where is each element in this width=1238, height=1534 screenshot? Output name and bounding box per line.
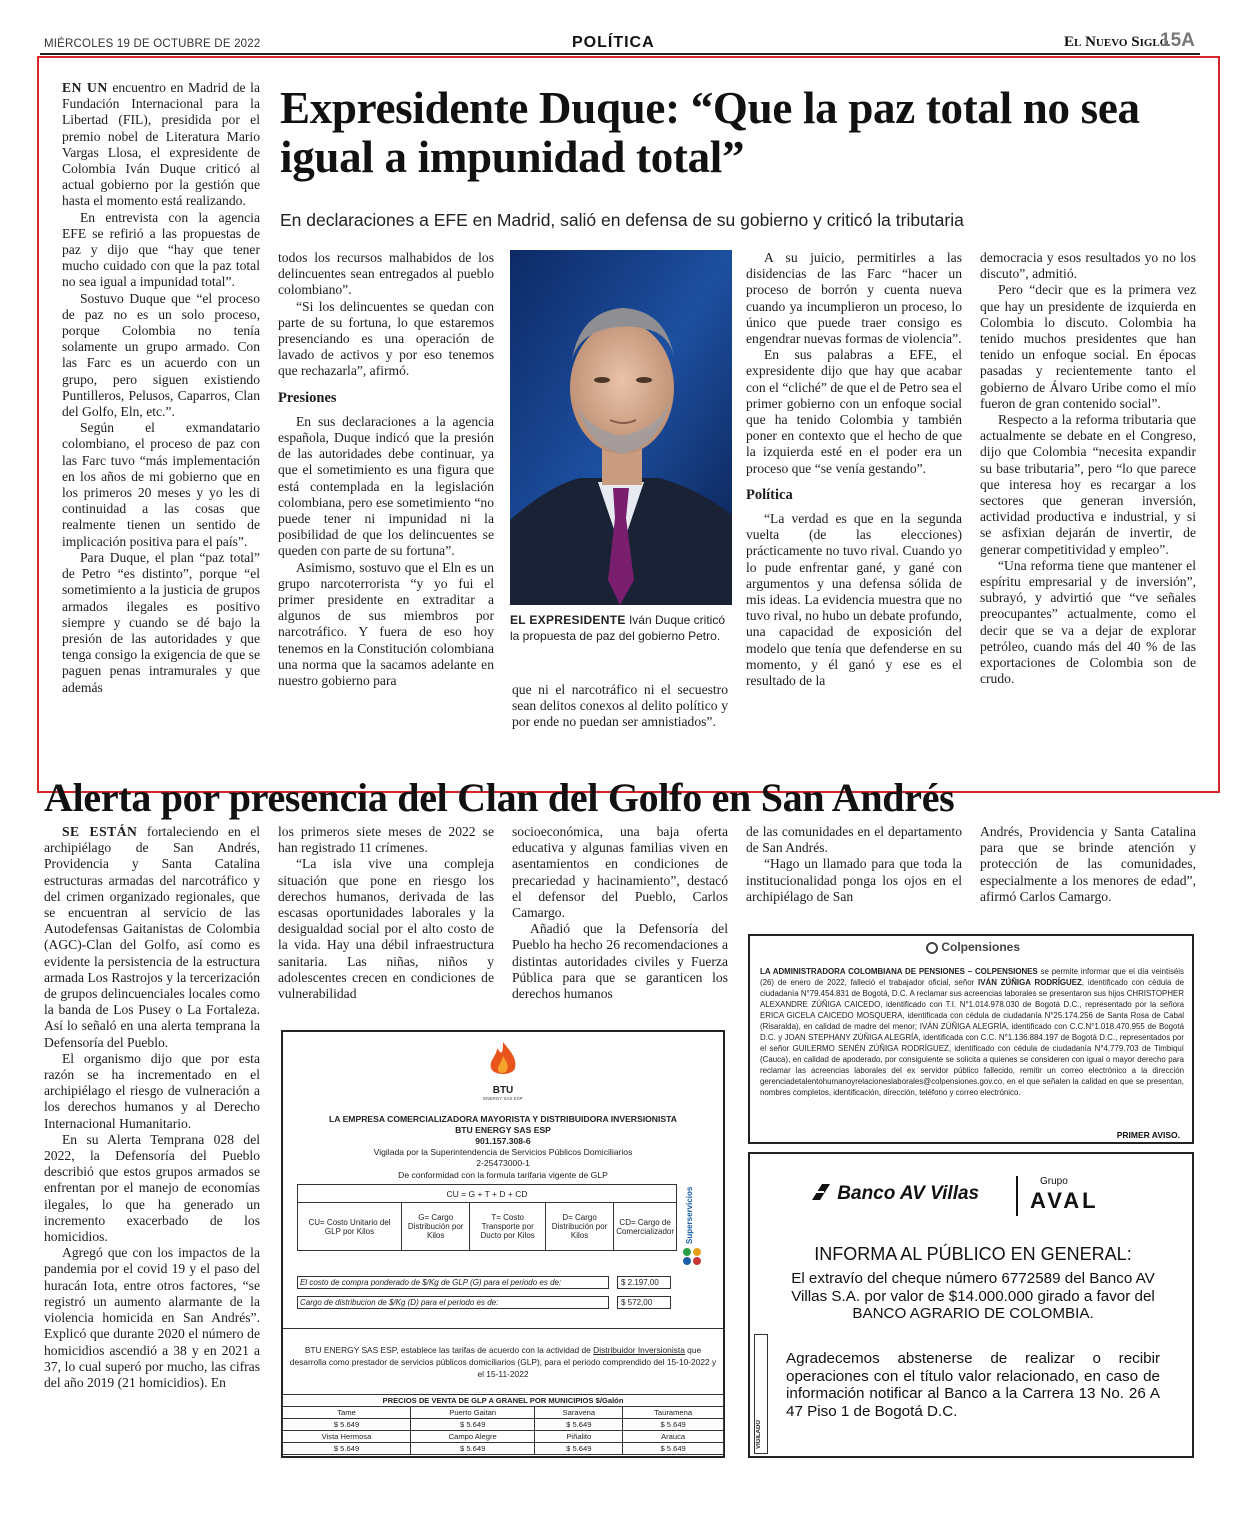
btu-price-cell: $ 5.649 xyxy=(283,1419,411,1431)
btu-line-4: Vigilada por la Superintendencia de Servicios Públicos Domiciliarios xyxy=(373,1147,633,1157)
colp-text-b: , identificado con cédula de ciudadanía N°79.454.831 de Bogotá, D.C. A reclamar sus acreencias laborales se presentaron sus hijos CHRISTOPHER ALEXANDRE ZÚÑIGA CAICEDO, identificado con T.I. N°1.014.978.030 de Bogotá D.C., representado por la señora ERICA GICELA CAICEDO MOSQUERA, identificada con cédula de ciudadanía N°25.174.256 de Santa Rosa de Cabal (Risaralda), en calidad de madre del menor; IVÁN ZÚÑIGA ALEGRÍA, identificado con C.C.N°1.018.470.955 de Bogotá D.C. y JOAN STEPHANY ZÚÑIGA ALEGRÍA, identificada con C.C. N°1.136.884.197 de Bogotá D.C., representados por el señor GUILERMO SENÉN ZÚÑIGA RODRÍGUEZ, identificado con cédula de ciudadanía N°4.779.703 de Timbiquí (Cauca), en calidad de apoderado, por consiguiente se solicita a quienes se consideren con igual o mayor derecho para reclamar las acreencias laborales del ex servidor público fallecido, remitir un correo electrónico a la dirección gerenciadetalentohumanoyrelacioneslaborales@colpensiones.gov.co, en el que señalen la calidad en que se presentan, nombres completos, identificación, dirección, teléfono y correo electrónico. xyxy=(760,978,1184,1097)
article1-paragraph: que ni el narcotráfico ni el secuestro sean delitos conexos al delito político y por ende no puedan ser amnistiados”. xyxy=(512,682,728,730)
btu-price-cell: Campo Alegre xyxy=(411,1431,535,1443)
article2-lead: SE ESTÁN xyxy=(62,824,138,839)
btu-price-cell: Tame xyxy=(283,1407,411,1419)
article1-paragraph: “La verdad es que en la segunda vuelta (de las elecciones) prácticamente no tuvo rival. Cuando yo lo pude enfrentar gané, y gané con argumentos y una defensa sólida de mis ideas. La evidencia muestra que no tuvo rival, no hubo un debate profundo, una capacidad de exposición del modelo que tenía que defenderse en su momento, y él ganó y ese es el resultado de la xyxy=(746,511,962,689)
article2-paragraph: fortaleciendo en el archipiélago de San Andrés, Providencia y Santa Catalina estructuras armadas del narcotráfico y del crimen organizado regionales, que se encuentran al servicio de las Autodefensas Gaitanistas de Colombia (AGC)-Clan del Golfo, así como es evidente la persistencia de la estructura armada Los Rastrojos y la tercerización de grupos delincuenciales locales como la banda de Los Pusey o La Fortaleza. Así lo señaló en una alerta temprana la Defensoría del Pueblo. xyxy=(44,824,261,1050)
article1-column-1 xyxy=(62,80,260,696)
article1-lead: EN UN xyxy=(62,80,108,95)
newspaper-name: El Nuevo Siglo xyxy=(1064,34,1169,50)
header-rule xyxy=(40,53,1200,55)
superservicios-icon xyxy=(681,1246,705,1266)
btu-formula: CU = G + T + D + CD xyxy=(298,1185,677,1203)
btu-price-cell: $ 5.649 xyxy=(535,1419,623,1431)
article2-column-3 xyxy=(512,824,728,1002)
btu-price-cell: Saravena xyxy=(535,1407,623,1419)
btu-price-cell: $ 5.649 xyxy=(535,1443,623,1455)
article1-paragraph: En sus palabras a EFE, el expresidente dijo que hay que acabar con el “cliché” de que el de Petro sea el primer gobierno con un enfoque social que ha tenido Colombia y también poner en contexto que el hecho de que la izquierda esté en el poder era un proceso que “se venía gestando”. xyxy=(746,347,962,476)
btu-formula-cell: T= Costo Transporte por Ducto por Kilos xyxy=(470,1203,546,1251)
article2-paragraph: Añadió que la Defensoría del Pueblo ha hecho 26 recomendaciones a distintas autoridades civiles y Fuerza Pública para que se garanticen los derechos humanos xyxy=(512,921,728,1002)
article1-paragraph: Para Duque, el plan “paz total” de Petro “es distinto”, porque “el sometimiento a la justicia de grupos armados ilegales es positivo siempre y cuando se dé bajo la presión de las autoridades y que tenga consigo la exigencia de que se paguen penas intramurales y que además xyxy=(62,549,260,695)
btu-line-1: LA EMPRESA COMERCIALIZADORA MAYORISTA Y DISTRIBUIDORA INVERSIONISTA xyxy=(329,1114,677,1124)
article1-headline: Expresidente Duque: “Que la paz total no sea igual a impunidad total” xyxy=(280,83,1140,182)
btu-price-table xyxy=(282,1394,724,1455)
btu-logo xyxy=(473,1040,533,1101)
btu-tarifas-u: Distribuidor Inversionista xyxy=(593,1345,685,1355)
vigilado-badge xyxy=(754,1334,768,1454)
av-villas-ad xyxy=(748,1152,1194,1458)
colp-text-a: se permite informar que el día veintiséis (26) de enero de 2022, falleció el trabajador oficial, señor xyxy=(760,967,1184,987)
btu-price-cell: Arauca xyxy=(623,1431,724,1443)
btu-price-cell: $ 5.649 xyxy=(411,1419,535,1431)
colpensiones-logo-text: Colpensiones xyxy=(941,940,1021,954)
article2-paragraph: de las comunidades en el departamento de San Andrés. xyxy=(746,824,962,856)
btu-price-title: PRECIOS DE VENTA DE GLP A GRANEL POR MUNICIPIOS $/Galón xyxy=(283,1395,724,1407)
btu-logo-sub: ENERGY SAS ESP xyxy=(483,1096,523,1101)
article1-paragraph: “Una reforma tiene que mantener el espíritu empresarial y de inversión”, subrayó, y advirtió que “ve señales preocupantes” actualmente, como el decir que se va a dejar de explorar petróleo, cuando más del 40 % de las exportaciones de Colombia son de crudo. xyxy=(980,557,1196,687)
article2-column-4 xyxy=(746,824,962,905)
caption-lead: EL EXPRESIDENTE xyxy=(510,613,626,627)
av-villas-icon xyxy=(810,1182,832,1202)
article1-paragraph: Pero “decir que es la primera vez que hay un presidente de izquierda en Colombia lo discuto. Colombia ha tenido muchos presidentes que han tenido un enfoque social. En épocas pasadas y recientemente tanto el gobierno de Álvaro Uribe como el mío fueron de gran contenido social”. xyxy=(980,282,1196,411)
article1-subheadline: En declaraciones a EFE en Madrid, salió en defensa de su gobierno y criticó la tributaria xyxy=(280,210,964,230)
btu-line-5: 2-25473000-1 xyxy=(476,1158,530,1168)
btu-cost-g-value: $ 2.197,00 xyxy=(617,1276,671,1289)
btu-price-cell: Tauramena xyxy=(623,1407,724,1419)
article2-headline: Alerta por presencia del Clan del Golfo en San Andrés xyxy=(44,775,955,820)
duque-photo xyxy=(510,250,732,605)
btu-tarifas-b: que desarrolla como prestador de servicios públicos domiciliarios (GLP), para el periodo comprendido del 15-10-2022 y el 15-11-2022 xyxy=(289,1345,717,1379)
article2-paragraph: “Hago un llamado para que toda la institucionalidad ponga los ojos en el archipiélago de San xyxy=(746,856,962,904)
article2-paragraph: El organismo dijo que por esta razón se ha incrementado en el archipiélago el riesgo de vulneración a los derechos humanos y al Derecho Internacional Humanitario. xyxy=(44,1050,260,1131)
article1-paragraph: Respecto a la reforma tributaria que actualmente se debate en el Congreso, dijo que Colombia “necesita expandir su base tributaria”, pero “lo que parece que interesa hoy es recargar a los sectores que generan inversión, actividad productiva e industrial, y si se asfixian dejarán de invertir, de generar competitividad y empleo”. xyxy=(980,412,1196,557)
article1-paragraph: democracia y esos resultados yo no los discuto”, admitió. xyxy=(980,250,1196,282)
btu-formula-cell: G= Cargo Distribución por Kilos xyxy=(402,1203,470,1251)
colp-bold-name: IVÁN ZÚÑIGA RODRÍGUEZ xyxy=(978,978,1082,987)
colpensiones-logo xyxy=(926,940,1020,954)
superservicios-text: Superservicios xyxy=(685,1186,694,1244)
article2-paragraph: Andrés, Providencia y Santa Catalina para que se brinde atención y protección de las comunidades, especialmente a los menores de edad”, afirmó Carlos Camargo. xyxy=(980,824,1196,904)
article1-subhead-presiones: Presiones xyxy=(278,389,337,406)
superservicios-logo xyxy=(681,1184,711,1264)
btu-cost-d-label: Cargo de distribucion de $/Kg (D) para el periodo es de: xyxy=(297,1296,609,1309)
article1-paragraph: Asimismo, sostuvo que el Eln es un grupo narcoterrorista “y yo fui el primer presidente en extraditar a algunos de sus miembros por narcotráfico. Y fuera de eso hoy tenemos en la Constitución colombiana una norma que la sacamos adelante en nuestro gobierno para xyxy=(278,559,494,689)
article2-paragraph: los primeros siete meses de 2022 se han registrado 11 crímenes. xyxy=(278,824,494,856)
article1-paragraph: encuentro en Madrid de la Fundación Internacional para la Libertad (FIL), presidida por el premio nobel de Literatura Mario Vargas Llosa, el expresidente de Colombia Iván Duque criticó al actual gobierno por la gestión que hasta el momento está realizando. xyxy=(62,80,260,209)
colp-bold-start: LA ADMINISTRADORA COLOMBIANA DE PENSIONES – COLPENSIONES xyxy=(760,967,1038,976)
article1-paragraph: En entrevista con la agencia EFE se refirió a las propuestas de paz y dijo que “hay que tener mucho cuidado con que la paz total no sea igual a impunidad total”. xyxy=(62,209,260,290)
aval-logo: AVAL xyxy=(1030,1188,1099,1213)
btu-cost-d-value: $ 572,00 xyxy=(617,1296,671,1309)
btu-price-cell: Vista Hermosa xyxy=(283,1431,411,1443)
article1-subhead-politica: Política xyxy=(746,486,793,503)
btu-price-cell: Piñalito xyxy=(535,1431,623,1443)
btu-price-cell: $ 5.649 xyxy=(283,1443,411,1455)
article2-column-1 xyxy=(44,824,260,1391)
article1-column-3 xyxy=(512,682,728,731)
btu-line-2: BTU ENERGY SAS ESP xyxy=(455,1125,551,1135)
btu-formula-table xyxy=(297,1184,677,1251)
article1-paragraph: “Si los delincuentes se quedan con parte de su fortuna, lo que estaremos presenciando es una operación de lavado de activos y por eso tenemos que rechazarla”, afirmó. xyxy=(278,298,494,379)
btu-price-cell: $ 5.649 xyxy=(623,1419,724,1431)
btu-tarifas-text xyxy=(283,1344,723,1380)
btu-formula-cell: CD= Cargo de Comercializador xyxy=(614,1203,677,1251)
article1-column-4 xyxy=(746,250,962,689)
av-villas-logo xyxy=(810,1182,979,1205)
btu-price-cell: $ 5.649 xyxy=(623,1443,724,1455)
btu-price-cell: $ 5.649 xyxy=(411,1443,535,1455)
colpensiones-icon xyxy=(926,942,938,954)
colpensiones-aviso: PRIMER AVISO. xyxy=(1116,1130,1180,1140)
logo-divider xyxy=(1016,1176,1018,1216)
btu-divider xyxy=(283,1328,723,1329)
colpensiones-text xyxy=(760,966,1184,1098)
section-title: POLÍTICA xyxy=(572,34,655,51)
bav-informa: INFORMA AL PÚBLICO EN GENERAL: xyxy=(814,1244,1132,1264)
article1-column-2 xyxy=(278,250,494,689)
article2-column-5 xyxy=(980,824,1196,905)
colpensiones-ad xyxy=(748,934,1194,1144)
article2-paragraph: En su Alerta Temprana 028 del 2022, la Defensoría del Pueblo describió que estos grupos armados se enfrentan por el manejo de economías ilegales, lo que ha generado un incremento exacerbado de los homicidios. xyxy=(44,1131,260,1245)
btu-formula-cell: CU= Costo Unitario del GLP por Kilos xyxy=(298,1203,402,1251)
article2-paragraph: Agregó que con los impactos de la pandemia por el covid 19 y el paso del huracán Iota, entre otros factores, “se registró un aumento alarmante de la violencia homicida en San Andrés”. Explicó que durante 2020 el número de homicidios ascendió a 38 y en 2021 a 37, lo cual superó por mucho, las cifras del año 2019 (21 homicidios). En xyxy=(44,1245,260,1390)
article1-paragraph: A su juicio, permitirles a las disidencias de las Farc “hacer un proceso de borrón y cuenta nueva cuando ya incumplieron un proceso, lo único que puede traer consigo es engendrar nuevas formas de violencia”. xyxy=(746,250,962,347)
article1-paragraph: En sus declaraciones a la agencia española, Duque indicó que la presión de las autoridades debe continuar, ya que el sometimiento es una figura que está contemplada en la legislación colombiana, pero ese sometimiento “no puede tener ni impunidad ni la posibilidad de que los delincuentes se queden con parte de su fortuna”. xyxy=(278,413,494,559)
vigilado-text: VIGILADO xyxy=(756,1419,762,1449)
photo-caption xyxy=(510,612,732,644)
caption-text: Iván Duque criticó la propuesta de paz del gobierno Petro. xyxy=(510,613,726,643)
av-villas-brand: Banco AV Villas xyxy=(837,1183,980,1204)
flame-icon xyxy=(473,1040,533,1080)
article1-paragraph: todos los recursos malhabidos de los delincuentes sean entregados al pueblo colombiano”. xyxy=(278,250,494,298)
btu-energy-ad xyxy=(281,1030,725,1458)
btu-price-cell: Puerto Gaitan xyxy=(411,1407,535,1419)
article2-column-2 xyxy=(278,824,494,1002)
btu-line-6: De conformidad con la formula tarifaria vigente de GLP xyxy=(398,1170,608,1180)
page-number: 15A xyxy=(1160,30,1195,51)
article2-paragraph: socioeconómica, una baja oferta educativa y algunas familias viven en asentamientos en condiciones de precariedad y hacinamiento”, destacó el defensor del Pueblo, Carlos Camargo. xyxy=(512,824,728,921)
grupo-label: Grupo xyxy=(1040,1176,1068,1187)
article1-column-5 xyxy=(980,250,1196,687)
btu-line-3: 901.157.308-6 xyxy=(475,1136,531,1146)
article1-paragraph: Sostuvo Duque que “el proceso de paz no es un solo proceso, porque Colombia no tenía solamente un grupo armado. Con las Farc es un acuerdo con un grupo, pero siguen existiendo Puntilleros, Pelusos, Caparros, Clan del Golfo, Eln, etc.”. xyxy=(62,290,260,420)
btu-formula-cell: D= Cargo Distribución por Kilos xyxy=(545,1203,613,1251)
article1-paragraph: Según el exmandatario colombiano, el proceso de paz con las Farc tuvo “más implementación en los años de mi gobierno que en los primeros 20 meses y yo les di continuidad a las cosas que realmente tienen un sentido de implicación positiva para el país”. xyxy=(62,420,260,549)
btu-logo-text: BTU xyxy=(492,1085,514,1096)
btu-tarifas-a: BTU ENERGY SAS ESP, establece las tarifas de acuerdo con la actividad de xyxy=(304,1345,594,1355)
bav-body-1: El extravío del cheque número 6772589 del Banco AV Villas S.A. por valor de $14.000.000 girado a favor del BANCO AGRARIO DE COLOMBIA. xyxy=(791,1270,1155,1322)
article2-paragraph: “La isla vive una compleja situación que pone en riesgo los derechos humanos, derivada de las escasas oportunidades laborales y la desigualdad social por el alto costo de la vida. Hay una débil infraestructura sanitaria. Las niñas, niños y adolescentes crecen en condiciones de vulnerabilidad xyxy=(278,856,494,1002)
issue-date: MIÉRCOLES 19 DE OCTUBRE DE 2022 xyxy=(44,38,261,50)
bav-body-2: Agradecemos abstenerse de realizar o recibir operaciones con el título valor relacionado, en caso de información notificar al Banco a la Carrera 13 No. 26 A 47 Piso 1 de Bogotá D.C. xyxy=(786,1350,1160,1420)
btu-cost-g-label: El costo de compra ponderado de $/Kg de GLP (G) para el periodo es de: xyxy=(297,1276,609,1289)
